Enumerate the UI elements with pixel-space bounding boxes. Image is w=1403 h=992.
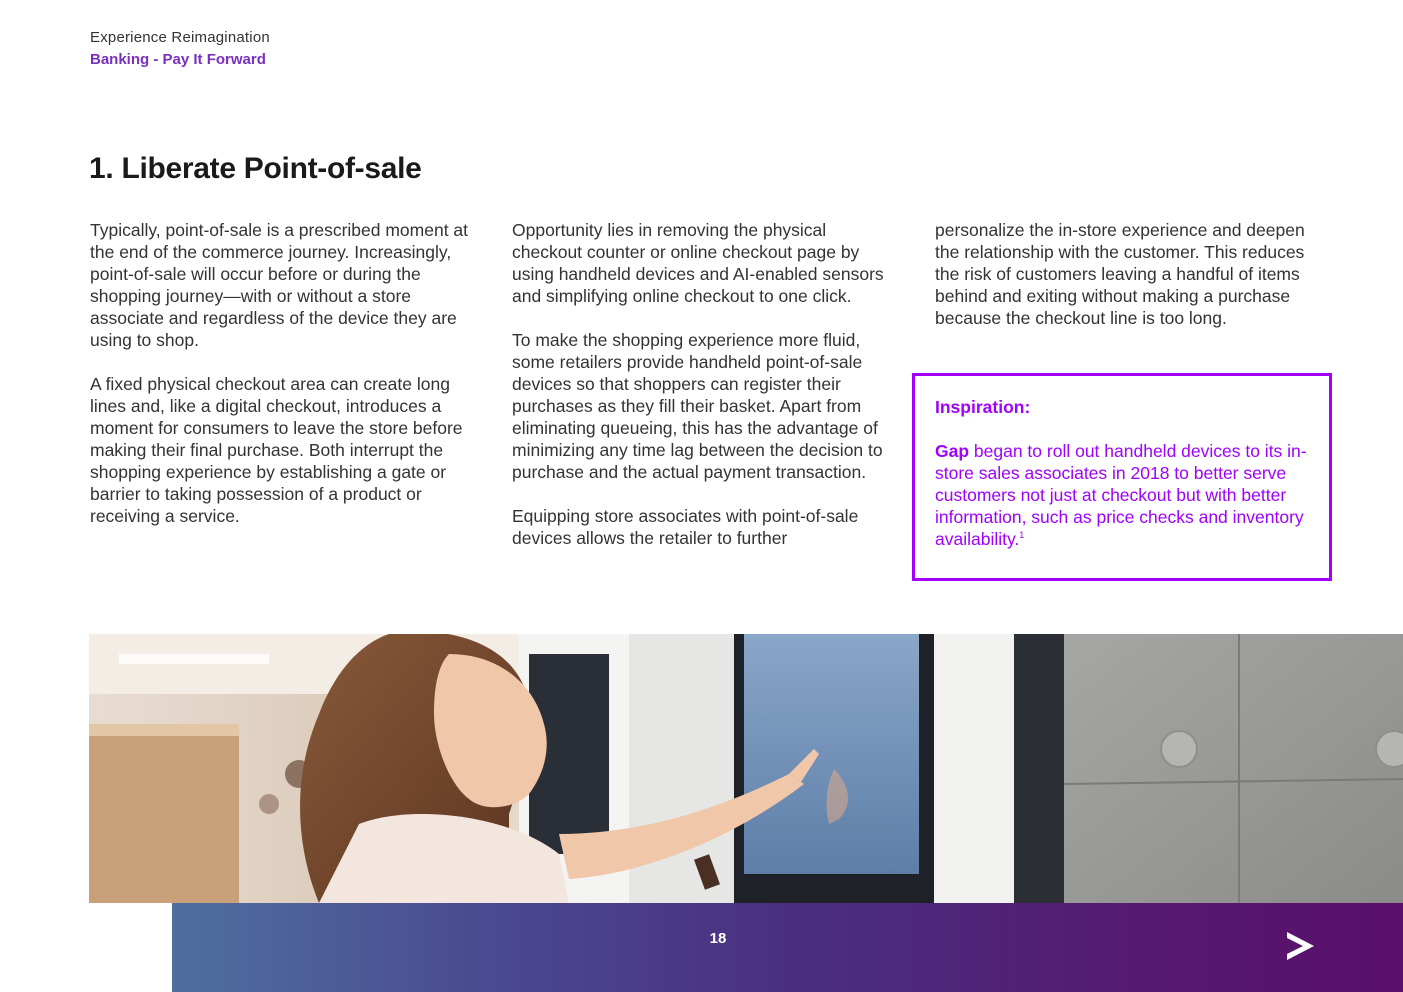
- paragraph: Equipping store associates with point-of-sale devices allows the retailer to further: [512, 506, 859, 548]
- paragraph: Opportunity lies in removing the physical checkout counter or online checkout page by using handheld devices and AI-enabled sensors and simplifying online checkout to one click.: [512, 220, 884, 306]
- header-section-label: Experience Reimagination: [90, 29, 270, 46]
- greater-than-logo-icon: [1284, 928, 1316, 964]
- hero-photo: [89, 634, 1403, 903]
- inspiration-text: [935, 440, 1309, 550]
- inspiration-brand: Gap: [935, 441, 970, 461]
- paragraph: personalize the in-store experience and deepen the relationship with the customer. This reduces the risk of customers leaving a handful of items behind and exiting without making a purchase because the checkout line is too long.: [935, 220, 1305, 328]
- footnote-marker: 1: [1019, 530, 1025, 541]
- header-document-title: Banking - Pay It Forward: [90, 51, 266, 68]
- text-column-1: [90, 219, 480, 549]
- text-column-2: [512, 219, 897, 571]
- inspiration-callout: [912, 373, 1332, 581]
- footer-gradient-band: [172, 903, 1403, 992]
- page-number: 18: [709, 930, 727, 947]
- inspiration-body: began to roll out handheld devices to its in-store sales associates in 2018 to better serve customers not just at checkout but with better information, such as price checks and inventory availability.: [935, 441, 1307, 549]
- paragraph: To make the shopping experience more fluid, some retailers provide handheld point-of-sale devices so that shoppers can register their purchases as they fill their basket. Apart from eliminating queueing, this has the advantage of minimizing any time lag between the decision to purchase and the actual payment transaction.: [512, 330, 883, 482]
- page-heading: 1. Liberate Point-of-sale: [89, 152, 422, 185]
- text-column-3: [935, 219, 1315, 351]
- inspiration-label: Inspiration:: [935, 397, 1031, 417]
- paragraph: Typically, point-of-sale is a prescribed moment at the end of the commerce journey. Increasingly, point-of-sale will occur before or during the shopping journey—with or without a store associate and regardless of the device they are using to shop.: [90, 220, 469, 350]
- paragraph: A fixed physical checkout area can create long lines and, like a digital checkout, introduces a moment for consumers to leave the store before making their final purchase. Both interrupt the shopping experience by establishing a gate or barrier to taking possession of a product or receiving a service.: [90, 374, 463, 526]
- photo-illustration: [89, 634, 1403, 903]
